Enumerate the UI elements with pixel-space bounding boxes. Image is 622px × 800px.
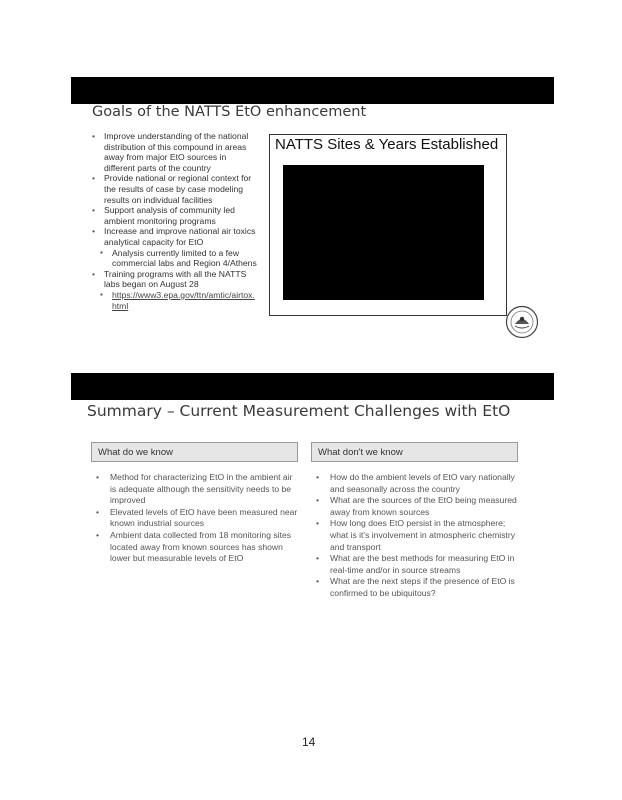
slide1-header-band	[71, 77, 554, 104]
page-number: 14	[302, 735, 316, 749]
what-we-know-list	[96, 472, 299, 565]
left-column-header: What do we know	[91, 442, 298, 462]
goal-item: • Provide national or regional context for the results of case by case modeling results on individual facilities	[92, 173, 257, 205]
goal-item: • Improve understanding of the national distribution of this compound in areas away from major EtO sources in different parts of the country	[92, 131, 257, 173]
known-item: • Ambient data collected from 18 monitoring sites located away from known sources has shown lower but measurable levels of EtO	[96, 530, 299, 565]
goal-item: • Support analysis of community led ambient monitoring programs	[92, 205, 257, 226]
airtox-link[interactable]: ▪ https://www3.epa.gov/ttn/amtic/airtox.html	[92, 290, 257, 311]
chart-image-redacted	[283, 165, 484, 300]
unknown-item: • What are the best methods for measuring EtO in real-time and/or in source streams	[316, 553, 521, 576]
known-item: • Method for characterizing EtO in the ambient air is adequate although the sensitivity needs to be improved	[96, 472, 299, 507]
unknown-item: • What are the sources of the EtO being measured away from known sources	[316, 495, 521, 518]
what-we-dont-know-list	[316, 472, 521, 600]
slide1-title: Goals of the NATTS EtO enhancement	[92, 104, 367, 120]
epa-seal-icon	[505, 305, 539, 339]
right-column-header: What don't we know	[311, 442, 518, 462]
unknown-item: • How do the ambient levels of EtO vary nationally and seasonally across the country	[316, 472, 521, 495]
slide1-goals-list	[92, 131, 257, 311]
slide2-header-band	[71, 373, 554, 400]
goal-item: • Increase and improve national air toxics analytical capacity for EtO	[92, 226, 257, 247]
unknown-item: • How long does EtO persist in the atmosphere; what is it's involvement in atmospheric chemistry and transport	[316, 518, 521, 553]
unknown-item: • What are the next steps if the presence of EtO is confirmed to be ubiquitous?	[316, 576, 521, 599]
slide2-title: Summary – Current Measurement Challenges with EtO	[87, 402, 511, 420]
known-item: • Elevated levels of EtO have been measured near known industrial sources	[96, 507, 299, 530]
goal-subitem: ▪ Analysis currently limited to a few commercial labs and Region 4/Athens	[92, 248, 257, 269]
chart-title: NATTS Sites & Years Established	[275, 136, 499, 153]
goal-item: • Training programs with all the NATTS labs began on August 28	[92, 269, 257, 290]
natts-sites-chart	[269, 134, 507, 316]
